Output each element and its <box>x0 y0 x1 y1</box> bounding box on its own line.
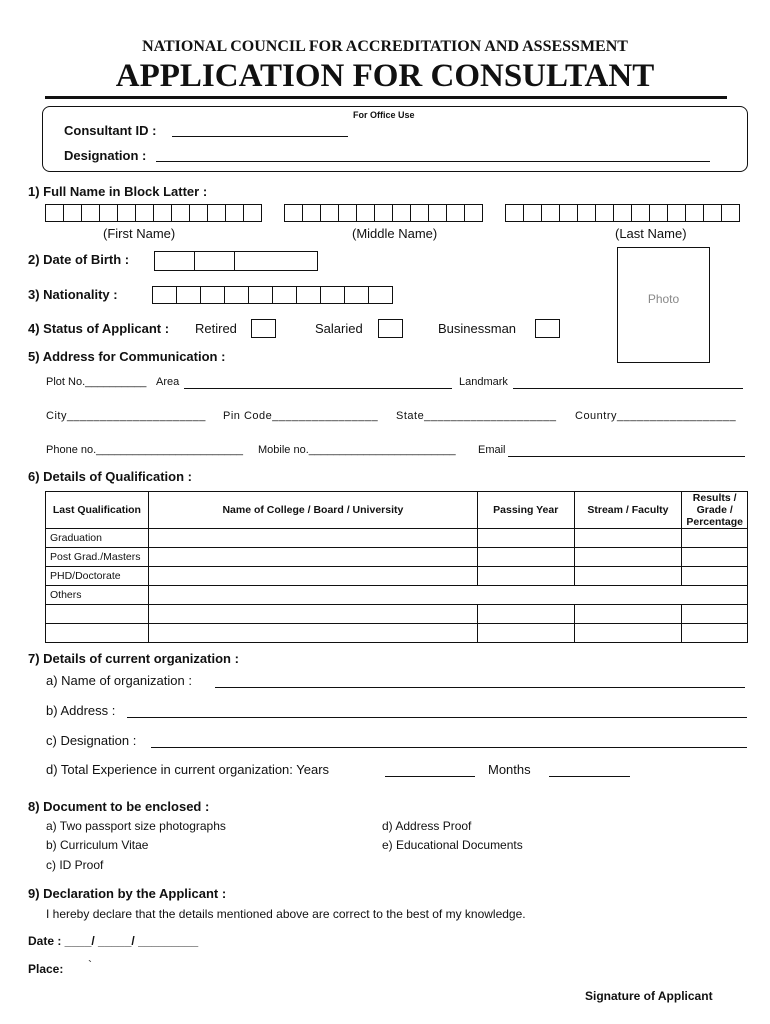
dob-field[interactable] <box>154 251 318 271</box>
table-cell[interactable] <box>46 605 149 624</box>
doc-photographs: a) Two passport size photographs <box>46 819 226 833</box>
row-post-grad: Post Grad./Masters <box>46 548 149 567</box>
table-cell[interactable] <box>574 624 682 643</box>
doc-id-proof: c) ID Proof <box>46 858 104 872</box>
consultant-id-label: Consultant ID : <box>64 123 157 138</box>
landmark-field[interactable] <box>513 388 743 389</box>
table-cell[interactable] <box>682 567 748 586</box>
city-label: City_____________________ <box>46 410 206 422</box>
table-row <box>46 529 748 548</box>
nationality-label: 3) Nationality : <box>28 287 118 302</box>
header-college: Name of College / Board / University <box>148 492 477 529</box>
status-business-checkbox[interactable] <box>535 319 560 338</box>
full-name-label: 1) Full Name in Block Latter : <box>28 184 208 199</box>
table-cell[interactable] <box>574 548 682 567</box>
doc-address-proof: d) Address Proof <box>382 819 472 833</box>
status-label: 4) Status of Applicant : <box>28 321 170 336</box>
row-others: Others <box>46 586 149 605</box>
table-cell[interactable] <box>148 605 477 624</box>
office-designation-field[interactable] <box>156 161 710 162</box>
table-cell[interactable] <box>574 567 682 586</box>
nationality-boxes[interactable] <box>152 286 392 304</box>
dob-divider <box>234 251 235 271</box>
place-label: Place: <box>28 962 64 976</box>
status-salaried-checkbox[interactable] <box>378 319 403 338</box>
table-row <box>46 548 748 567</box>
first-name-boxes[interactable] <box>45 204 261 222</box>
dob-label: 2) Date of Birth : <box>28 252 130 267</box>
table-cell[interactable] <box>148 529 477 548</box>
qualification-table <box>45 491 748 643</box>
table-cell[interactable] <box>477 548 574 567</box>
experience-label: d) Total Experience in current organization: Years <box>46 762 330 777</box>
date-field[interactable]: Date : ____/ _____/ _________ <box>28 934 199 948</box>
status-retired-checkbox[interactable] <box>251 319 276 338</box>
table-row <box>46 605 748 624</box>
table-cell[interactable] <box>477 567 574 586</box>
table-cell[interactable] <box>682 548 748 567</box>
org-designation-field[interactable] <box>151 747 747 748</box>
landmark-label: Landmark <box>459 376 508 388</box>
experience-years-field[interactable] <box>385 776 475 777</box>
row-graduation: Graduation <box>46 529 149 548</box>
org-name-label: a) Name of organization : <box>46 673 192 688</box>
area-field[interactable] <box>184 388 452 389</box>
last-name-boxes[interactable] <box>505 204 739 222</box>
pin-label: Pin Code________________ <box>223 410 379 422</box>
status-retired-label: Retired <box>195 321 237 336</box>
table-cell[interactable] <box>148 586 747 605</box>
mobile-label: Mobile no.________________________ <box>258 444 456 456</box>
table-cell[interactable] <box>477 605 574 624</box>
title-rule <box>45 96 727 99</box>
table-cell[interactable] <box>682 624 748 643</box>
row-phd: PHD/Doctorate <box>46 567 149 586</box>
page-title: APPLICATION FOR CONSULTANT <box>115 58 655 94</box>
phone-label: Phone no.________________________ <box>46 444 243 456</box>
table-cell[interactable] <box>148 624 477 643</box>
org-designation-label: c) Designation : <box>46 733 137 748</box>
address-label: 5) Address for Communication : <box>28 349 226 364</box>
org-address-field[interactable] <box>127 717 747 718</box>
declaration-text: I hereby declare that the details mentioned above are correct to the best of my knowledge. <box>46 907 526 921</box>
consultant-id-field[interactable] <box>172 136 348 137</box>
doc-educational: e) Educational Documents <box>382 838 523 852</box>
dob-divider <box>194 251 195 271</box>
area-label: Area <box>156 376 180 388</box>
table-cell[interactable] <box>148 567 477 586</box>
plot-label: Plot No.__________ <box>46 376 147 388</box>
org-name: NATIONAL COUNCIL FOR ACCREDITATION AND ASSESSMENT <box>142 38 628 55</box>
table-cell[interactable] <box>46 624 149 643</box>
table-row <box>46 586 748 605</box>
signature-label: Signature of Applicant <box>585 989 713 1003</box>
table-cell[interactable] <box>574 529 682 548</box>
org-name-field[interactable] <box>215 687 745 688</box>
table-row <box>46 567 748 586</box>
organization-label: 7) Details of current organization : <box>28 651 239 666</box>
table-cell[interactable] <box>682 529 748 548</box>
table-cell[interactable] <box>477 529 574 548</box>
photo-caption: Photo <box>647 292 680 306</box>
first-name-caption: (First Name) <box>103 226 176 241</box>
qualification-label: 6) Details of Qualification : <box>28 469 192 484</box>
office-use-label: For Office Use <box>353 110 415 120</box>
header-last-qualification: Last Qualification <box>46 492 149 529</box>
middle-name-caption: (Middle Name) <box>352 226 438 241</box>
state-label: State____________________ <box>396 410 557 422</box>
table-cell[interactable] <box>574 605 682 624</box>
org-address-label: b) Address : <box>46 703 116 718</box>
country-label: Country__________________ <box>575 410 737 422</box>
declaration-label: 9) Declaration by the Applicant : <box>28 886 227 901</box>
designation-label: Designation : <box>64 148 147 163</box>
table-cell[interactable] <box>682 605 748 624</box>
header-results: Results / Grade / Percentage <box>682 492 748 529</box>
header-passing-year: Passing Year <box>477 492 574 529</box>
table-cell[interactable] <box>477 624 574 643</box>
table-row <box>46 624 748 643</box>
email-field[interactable] <box>508 456 745 457</box>
table-header-row <box>46 492 748 529</box>
experience-months-label: Months <box>488 762 531 777</box>
table-cell[interactable] <box>148 548 477 567</box>
status-salaried-label: Salaried <box>315 321 363 336</box>
middle-name-boxes[interactable] <box>284 204 482 222</box>
last-name-caption: (Last Name) <box>615 226 687 241</box>
status-business-label: Businessman <box>438 321 517 336</box>
experience-months-field[interactable] <box>549 776 630 777</box>
place-mark: ` <box>88 958 92 972</box>
documents-label: 8) Document to be enclosed : <box>28 799 210 814</box>
doc-cv: b) Curriculum Vitae <box>46 838 149 852</box>
email-label: Email <box>478 444 506 456</box>
header-stream: Stream / Faculty <box>574 492 682 529</box>
